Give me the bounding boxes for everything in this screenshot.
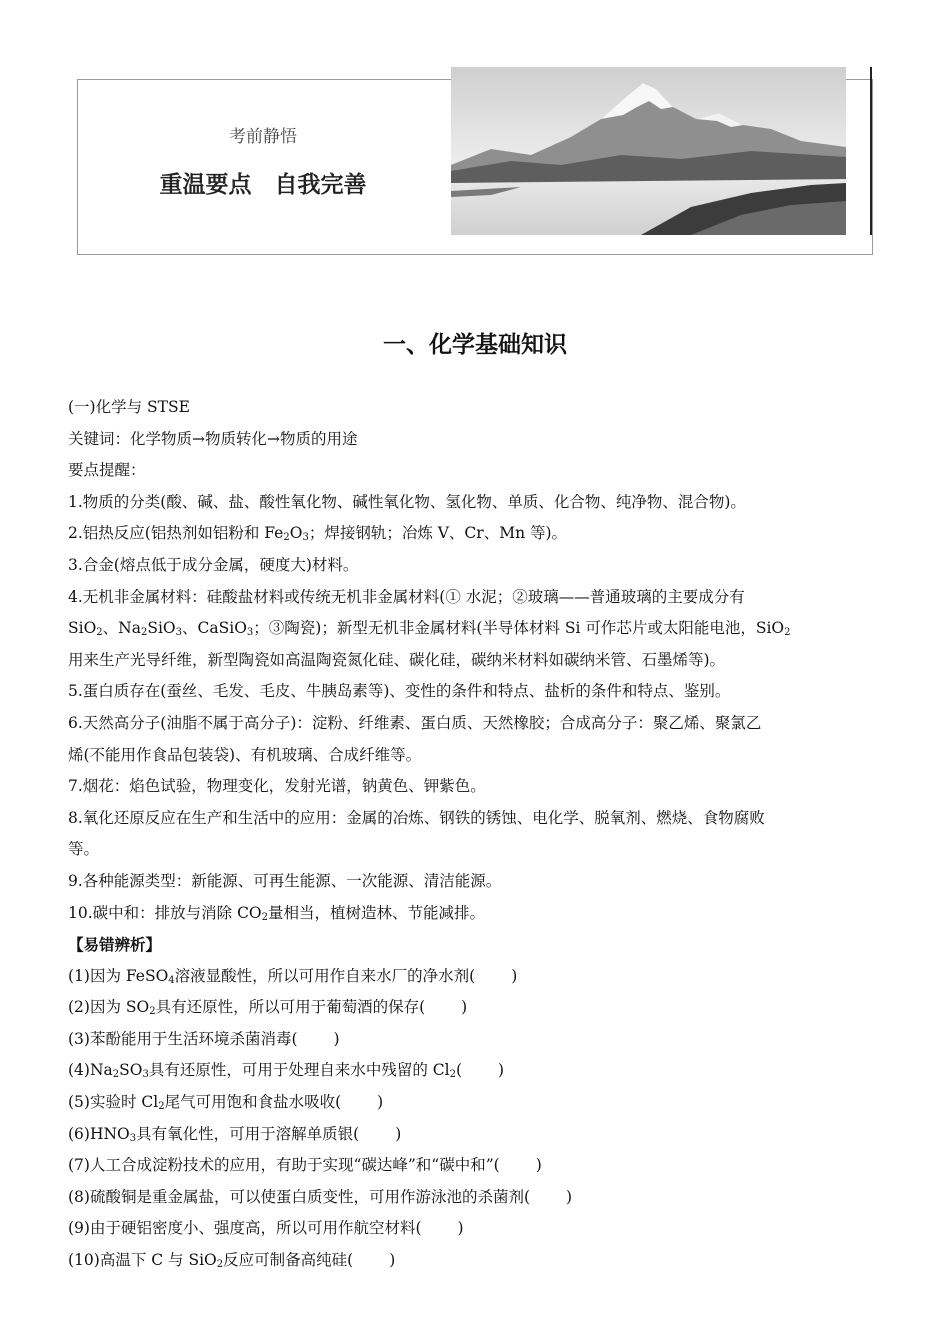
part1-heading: (一)化学与 STSE bbox=[68, 398, 190, 416]
question-5: (5)实验时 $Cl_2$尾气可用饱和食盐水吸收( ) bbox=[68, 1093, 384, 1113]
question-6: $(6)HNO_3$具有氧化性，可用于溶解单质银( ) bbox=[68, 1124, 402, 1144]
section-title: 一、化学基础知识 bbox=[383, 331, 567, 358]
point-4-line-3: 用来生产光导纤维，新型陶瓷如高温陶瓷氮化硅、碳化硅，碳纳米材料如碳纳米管、石墨烯等)。 bbox=[68, 650, 726, 669]
point-3: 3.合金(熔点低于成分金属，硬度大)材料。 bbox=[68, 555, 359, 574]
banner-title: 重温要点 自我完善 bbox=[159, 172, 367, 198]
question-2: (2)因为 $SO_2$具有还原性，所以可用于葡萄酒的保存( ) bbox=[68, 998, 468, 1018]
point-4-line-2: SiO$_2$、$Na_2SiO_3$、CaSiO$_3$；③陶瓷)；新型无机非金属材料(半导体材料 Si 可作芯片或太阳能电池，SiO$_2$ bbox=[68, 619, 791, 639]
error-analysis-heading: 【易错辨析】 bbox=[68, 935, 162, 955]
point-8-line-2: 等。 bbox=[68, 840, 100, 859]
point-7: 7.烟花：焰色试验，物理变化，发射光谱，钠黄色、钾紫色。 bbox=[68, 777, 486, 796]
document-body bbox=[68, 392, 888, 1277]
point-1: 1.物质的分类(酸、碱、盐、酸性氧化物、碱性氧化物、氢化物、单质、化合物、纯净物、混合物)。 bbox=[68, 492, 746, 511]
point-10: 10.碳中和：排放与消除 $CO_2$量相当，植树造林、节能减排。 bbox=[68, 903, 486, 923]
banner-subtitle: 考前静悟 bbox=[229, 127, 297, 147]
banner-edge-line bbox=[870, 67, 872, 235]
question-9: (9)由于硬铝密度小、强度高，所以可用作航空材料( ) bbox=[68, 1219, 464, 1238]
question-3: (3)苯酚能用于生活环境杀菌消毒( ) bbox=[68, 1029, 340, 1048]
point-9: 9.各种能源类型：新能源、可再生能源、一次能源、清洁能源。 bbox=[68, 871, 502, 890]
mountain-landscape-image bbox=[451, 67, 846, 235]
keywords-line: 关键词：化学物质→物质转化→物质的用途 bbox=[68, 429, 358, 448]
point-6-line-2: 烯(不能用作食品包装袋)、有机玻璃、合成纤维等。 bbox=[68, 745, 422, 764]
point-5: 5.蛋白质存在(蚕丝、毛发、毛皮、牛胰岛素等)、变性的条件和特点、盐析的条件和特点、鉴别。 bbox=[68, 682, 731, 701]
question-7: (7)人工合成淀粉技术的应用，有助于实现“碳达峰”和“碳中和”( ) bbox=[68, 1156, 542, 1175]
question-8: (8)硫酸铜是重金属盐，可以使蛋白质变性，可用作游泳池的杀菌剂( ) bbox=[68, 1187, 573, 1206]
point-4-line-1: 4.无机非金属材料：硅酸盐材料或传统无机非金属材料(① 水泥；②玻璃——普通玻璃的主要成分有 bbox=[68, 587, 745, 606]
question-1: (1)因为 FeSO$_4$溶液显酸性，所以可用作自来水厂的净水剂( ) bbox=[68, 966, 518, 986]
point-2: 2.铝热反应(铝热剂如铝粉和 $Fe_2O_3$；焊接钢轨；冶炼 V、Cr、Mn 等)。 bbox=[68, 524, 568, 544]
point-6-line-1: 6.天然高分子(油脂不属于高分子)：淀粉、纤维素、蛋白质、天然橡胶；合成高分子：聚乙烯、聚氯乙 bbox=[68, 713, 762, 732]
point-8-line-1: 8.氧化还原反应在生产和生活中的应用：金属的冶炼、钢铁的锈蚀、电化学、脱氧剂、燃烧、食物腐败 bbox=[68, 808, 765, 827]
question-4: $(4)Na_2SO_3$具有还原性，可用于处理自来水中残留的 $Cl_2$( ) bbox=[68, 1061, 505, 1081]
question-10: (10)高温下 C 与 SiO$_2$反应可制备高纯硅( ) bbox=[68, 1251, 396, 1271]
reminder-label: 要点提醒： bbox=[68, 461, 146, 480]
